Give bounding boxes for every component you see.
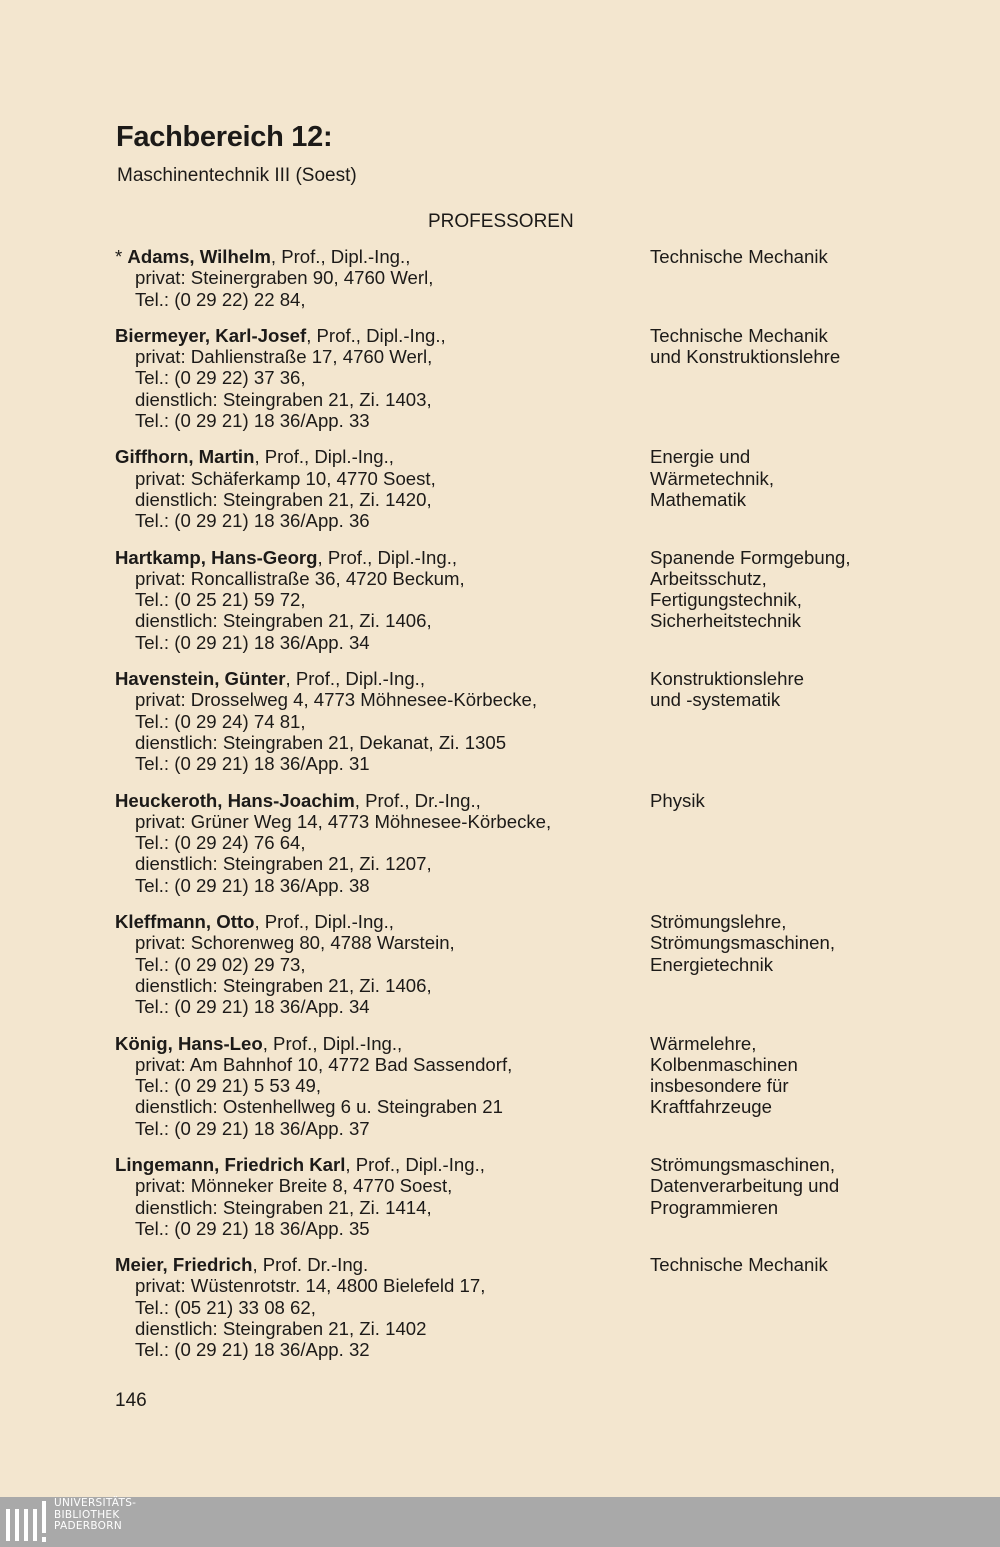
- page-number: 146: [115, 1390, 147, 1411]
- subject-line: Strömungslehre,: [650, 911, 787, 933]
- subject-line: Technische Mechanik: [650, 1254, 828, 1276]
- subject-line: Technische Mechanik: [650, 324, 828, 346]
- professor-name-line: [115, 1033, 635, 1054]
- professor-contact: [115, 325, 635, 431]
- library-name: [54, 1498, 136, 1533]
- contact-detail: Tel.: (0 29 24) 74 81,: [135, 710, 306, 732]
- professor-entry: [115, 1033, 915, 1139]
- contact-detail: Tel.: (0 29 21) 18 36/App. 35: [135, 1217, 370, 1239]
- contact-detail: Tel.: (0 29 21) 18 36/App. 33: [135, 410, 370, 432]
- contact-detail: privat: Am Bahnhof 10, 4772 Bad Sassendorf,: [135, 1053, 513, 1075]
- professor-entry: [115, 325, 915, 431]
- contact-detail: Tel.: (0 29 02) 29 73,: [135, 953, 306, 975]
- subject-line: Programmieren: [650, 1196, 779, 1218]
- contact-detail: dienstlich: Steingraben 21, Zi. 1403,: [135, 388, 432, 410]
- professor-name: Kleffmann, Otto: [115, 911, 255, 933]
- entry-marker: *: [115, 246, 128, 267]
- subject-line: Strömungsmaschinen,: [650, 932, 835, 954]
- teaching-subjects: [650, 547, 920, 632]
- professor-name-line: [115, 446, 635, 467]
- professor-contact: [115, 246, 635, 310]
- subject-line: Wärmetechnik,: [650, 467, 774, 489]
- professor-entry: [115, 668, 915, 774]
- subject-line: insbesondere für: [650, 1075, 789, 1097]
- professor-name: Meier, Friedrich: [115, 1254, 253, 1276]
- subject-line: Konstruktionslehre: [650, 668, 804, 690]
- professor-contact: [115, 1033, 635, 1139]
- professor-contact: [115, 668, 635, 774]
- subject-line: Mathematik: [650, 488, 747, 510]
- subject-line: Wärmelehre,: [650, 1032, 757, 1054]
- professor-name: Giffhorn, Martin: [115, 446, 255, 468]
- subject-line: und -systematik: [650, 689, 781, 711]
- professor-title: , Prof., Dipl.-Ing.,: [270, 246, 411, 267]
- subject-line: Kolbenmaschinen: [650, 1053, 798, 1075]
- professor-title: , Prof., Dipl.-Ing.,: [262, 1032, 403, 1054]
- subject-line: Fertigungstechnik,: [650, 589, 802, 611]
- contact-detail: Tel.: (0 29 21) 18 36/App. 38: [135, 874, 370, 896]
- teaching-subjects: [650, 446, 920, 510]
- subject-line: Kraftfahrzeuge: [650, 1096, 772, 1118]
- contact-detail: privat: Wüstenrotstr. 14, 4800 Bielefeld 17,: [135, 1275, 486, 1297]
- contact-detail: dienstlich: Steingraben 21, Zi. 1406,: [135, 610, 432, 632]
- professor-contact: [115, 911, 635, 1017]
- professor-title: , Prof., Dipl.-Ing.,: [254, 446, 394, 468]
- professor-name-line: [115, 790, 635, 811]
- section-title: PROFESSOREN: [428, 211, 574, 232]
- professor-name-line: [115, 668, 635, 689]
- professor-contact: [115, 790, 635, 896]
- contact-detail: privat: Drosselweg 4, 4773 Möhnesee-Körbecke,: [135, 689, 538, 711]
- professor-name: Biermeyer, Karl-Josef: [115, 324, 307, 346]
- professor-name-line: [115, 911, 635, 932]
- professor-entry: [115, 790, 915, 896]
- professor-entry: [115, 446, 915, 531]
- professor-name: Hartkamp, Hans-Georg: [115, 546, 318, 568]
- professor-entry: [115, 246, 915, 310]
- library-name-line: PADERBORN: [54, 1520, 122, 1532]
- professor-contact: [115, 547, 635, 653]
- professor-name-line: [115, 1254, 635, 1275]
- professor-title: , Prof., Dipl.-Ing.,: [345, 1153, 485, 1175]
- professor-title: , Prof., Dipl.-Ing.,: [306, 324, 446, 346]
- professor-name: Lingemann, Friedrich Karl: [115, 1153, 346, 1175]
- teaching-subjects: [650, 1254, 920, 1275]
- professor-name: König, Hans-Leo: [115, 1032, 263, 1054]
- contact-detail: dienstlich: Ostenhellweg 6 u. Steingraben 21: [135, 1096, 503, 1118]
- contact-detail: privat: Steinergraben 90, 4760 Werl,: [135, 267, 434, 289]
- professor-entry: [115, 1154, 915, 1239]
- teaching-subjects: [650, 1154, 920, 1218]
- professor-name: Havenstein, Günter: [115, 668, 286, 690]
- contact-detail: Tel.: (0 29 21) 18 36/App. 32: [135, 1339, 370, 1361]
- professor-name: Heuckeroth, Hans-Joachim: [115, 789, 355, 811]
- professor-contact: [115, 1154, 635, 1239]
- professor-title: , Prof., Dipl.-Ing.,: [317, 546, 458, 568]
- contact-detail: privat: Roncallistraße 36, 4720 Beckum,: [135, 567, 465, 589]
- contact-detail: Tel.: (0 29 22) 22 84,: [135, 288, 306, 310]
- contact-detail: dienstlich: Steingraben 21, Zi. 1406,: [135, 974, 432, 996]
- contact-detail: dienstlich: Steingraben 21, Zi. 1207,: [135, 853, 432, 875]
- contact-detail: Tel.: (0 29 24) 76 64,: [135, 832, 306, 854]
- contact-detail: privat: Dahlienstraße 17, 4760 Werl,: [135, 346, 433, 368]
- professor-name-line: [115, 246, 635, 267]
- subject-line: Energie und: [650, 446, 751, 468]
- professor-entry: [115, 911, 915, 1017]
- page-subtitle: Maschinentechnik III (Soest): [117, 165, 357, 186]
- professor-list: [115, 246, 915, 1376]
- professor-entry: [115, 547, 915, 653]
- professor-name-line: [115, 547, 635, 568]
- professor-title: , Prof. Dr.-Ing.: [252, 1254, 369, 1276]
- contact-detail: dienstlich: Steingraben 21, Zi. 1420,: [135, 488, 432, 510]
- subject-line: und Konstruktionslehre: [650, 346, 841, 368]
- library-name-line: UNIVERSITÄTS-: [54, 1497, 137, 1509]
- professor-name: Adams, Wilhelm: [127, 246, 271, 267]
- teaching-subjects: [650, 911, 920, 975]
- professor-contact: [115, 1254, 635, 1360]
- subject-line: Technische Mechanik: [650, 246, 828, 267]
- professor-title: , Prof., Dipl.-Ing.,: [285, 668, 425, 690]
- contact-detail: Tel.: (0 29 22) 37 36,: [135, 367, 306, 389]
- professor-title: , Prof., Dipl.-Ing.,: [254, 911, 394, 933]
- contact-detail: dienstlich: Steingraben 21, Zi. 1402: [135, 1318, 427, 1340]
- professor-name-line: [115, 325, 635, 346]
- subject-line: Spanende Formgebung,: [650, 546, 851, 568]
- library-name-line: BIBLIOTHEK: [54, 1508, 120, 1521]
- subject-line: Strömungsmaschinen,: [650, 1153, 835, 1175]
- contact-detail: Tel.: (0 29 21) 18 36/App. 36: [135, 510, 370, 532]
- contact-detail: Tel.: (0 29 21) 5 53 49,: [135, 1075, 322, 1097]
- contact-detail: Tel.: (0 29 21) 18 36/App. 34: [135, 996, 370, 1018]
- subject-line: Physik: [650, 789, 705, 811]
- contact-detail: privat: Schorenweg 80, 4788 Warstein,: [135, 932, 455, 954]
- contact-detail: privat: Schäferkamp 10, 4770 Soest,: [135, 467, 436, 489]
- subject-line: Energietechnik: [650, 953, 774, 975]
- contact-detail: Tel.: (0 25 21) 59 72,: [135, 589, 306, 611]
- library-logo-icon: [4, 1499, 50, 1545]
- subject-line: Sicherheitstechnik: [650, 610, 801, 632]
- library-footer-bar: [0, 1497, 1000, 1547]
- contact-detail: Tel.: (0 29 21) 18 36/App. 37: [135, 1117, 370, 1139]
- teaching-subjects: [650, 246, 920, 267]
- contact-detail: dienstlich: Steingraben 21, Dekanat, Zi. 1305: [135, 731, 507, 753]
- teaching-subjects: [650, 1033, 920, 1118]
- contact-detail: Tel.: (0 29 21) 18 36/App. 31: [135, 753, 370, 775]
- contact-detail: privat: Mönneker Breite 8, 4770 Soest,: [135, 1175, 453, 1197]
- teaching-subjects: [650, 790, 920, 811]
- subject-line: Datenverarbeitung und: [650, 1175, 840, 1197]
- page-title: Fachbereich 12:: [116, 121, 333, 153]
- teaching-subjects: [650, 325, 920, 368]
- professor-contact: [115, 446, 635, 531]
- professor-title: , Prof., Dr.-Ing.,: [354, 789, 481, 811]
- contact-detail: dienstlich: Steingraben 21, Zi. 1414,: [135, 1196, 432, 1218]
- professor-entry: [115, 1254, 915, 1360]
- contact-detail: Tel.: (0 29 21) 18 36/App. 34: [135, 631, 370, 653]
- teaching-subjects: [650, 668, 920, 711]
- contact-detail: privat: Grüner Weg 14, 4773 Möhnesee-Körbecke,: [135, 810, 552, 832]
- professor-name-line: [115, 1154, 635, 1175]
- subject-line: Arbeitsschutz,: [650, 567, 767, 589]
- contact-detail: Tel.: (05 21) 33 08 62,: [135, 1296, 316, 1318]
